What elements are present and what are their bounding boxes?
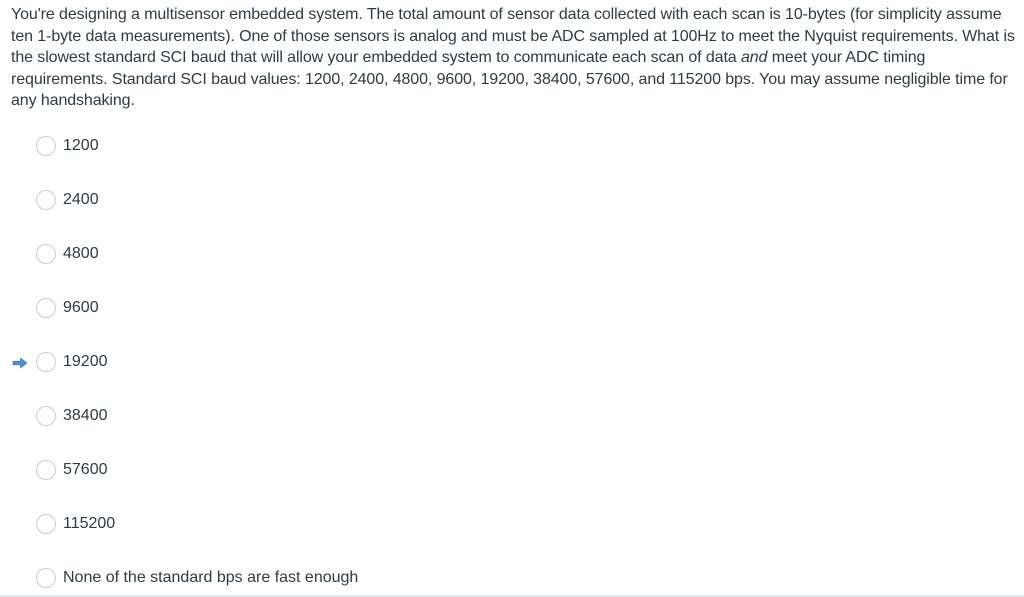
answer-label: 4800 [63,245,99,262]
radio-button[interactable] [36,406,56,426]
radio-button[interactable] [36,568,56,588]
radio-button[interactable] [36,460,56,480]
answer-option-9600[interactable] [0,294,1024,348]
radio-button[interactable] [36,298,56,318]
answer-option-38400[interactable] [0,402,1024,456]
answer-label: 1200 [63,137,99,154]
radio-button[interactable] [36,244,56,264]
answer-label: 57600 [63,461,108,478]
answer-label: None of the standard bps are fast enough [63,569,359,586]
radio-button[interactable] [36,514,56,534]
answer-label: 2400 [63,191,99,208]
question-text-part1: You're designing a multisensor embedded system. The total amount of sensor data collected with each scan is 10-bytes (for simplicity assume ten 1-byte data measurements). One of those sensors is analog and must be ADC sampled at 100Hz to meet the Nyquist requirements. What is the slowest standard SCI baud that will allow your embedded system to communicate each scan of data [11,6,1015,66]
question-text-part2: meet your ADC timing requirements. Standard SCI baud values: 1200, 2400, 4800, 9600, 19200, 38400, 57600, and 115200 bps. You may assume negligible time for any handshaking. [11,49,1008,109]
answer-option-19200[interactable] [0,348,1024,402]
answer-option-2400[interactable] [0,186,1024,240]
answer-option-none[interactable] [0,564,1024,597]
answer-label: 9600 [63,299,99,316]
question-text-emphasis: and [740,49,768,66]
answer-label: 38400 [63,407,108,424]
answer-label: 19200 [63,353,108,370]
answer-list [0,132,1024,597]
answer-option-57600[interactable] [0,456,1024,510]
right-arrow-icon [12,356,28,368]
answer-option-4800[interactable] [0,240,1024,294]
radio-button[interactable] [36,190,56,210]
radio-button[interactable] [36,352,56,372]
question-text [11,4,1021,112]
answer-label: 115200 [63,515,116,532]
radio-button[interactable] [36,136,56,156]
answer-option-1200[interactable] [0,132,1024,186]
answer-option-115200[interactable] [0,510,1024,564]
